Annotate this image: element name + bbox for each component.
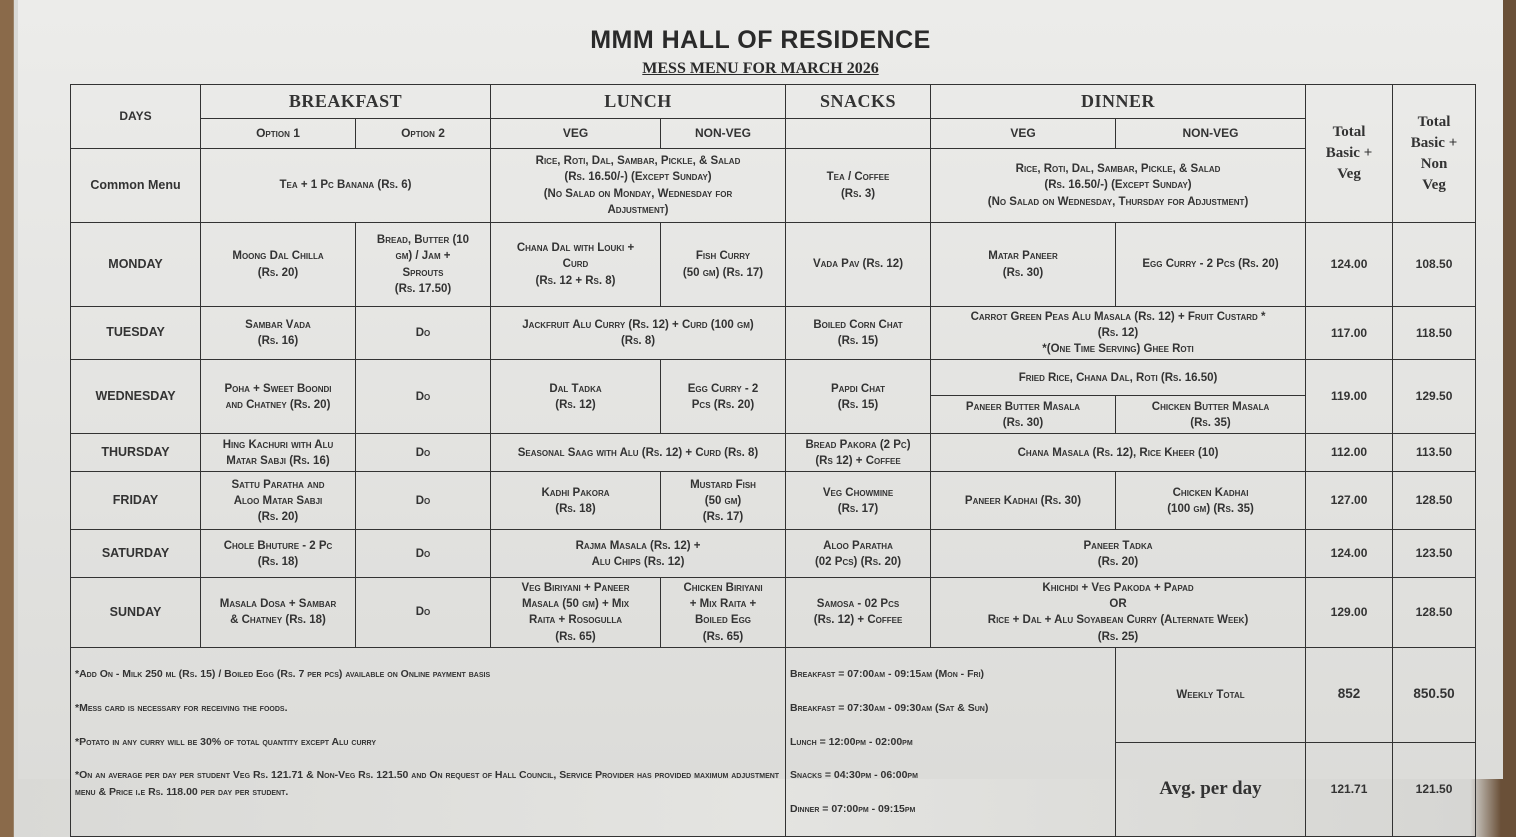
common-lunch: Rice, Roti, Dal, Sambar, Pickle, & Salad (Rs. 16.50/-) (Except Sunday) (No Salad on Monday, Wednesday for Adjustment) <box>491 149 786 223</box>
notes <box>71 647 786 837</box>
note: *Potato in any curry will be 30% of total quantity except Alu curry <box>75 735 377 748</box>
header-dinner-veg: VEG <box>931 119 1116 149</box>
snacks: Bread Pakora (2 Pc) (Rs 12) + Coffee <box>786 434 931 472</box>
breakfast-option1: Moong Dal Chilla (Rs. 20) <box>201 223 356 307</box>
header-total-nonveg: Total Basic + Non Veg <box>1393 85 1476 223</box>
hall-title: MMM HALL OF RESIDENCE <box>590 26 931 54</box>
dinner: Carrot Green Peas Alu Masala (Rs. 12) + Fruit Custard * (Rs. 12) *(One Time Serving) Ghee Roti <box>931 307 1306 360</box>
weekly-total-nonveg: 850.50 <box>1393 647 1476 742</box>
day-name: SUNDAY <box>71 578 201 647</box>
lunch-veg: Veg Biriyani + Paneer Masala (50 gm) + Mix Raita + Rosogulla (Rs. 65) <box>491 578 661 647</box>
lunch: Seasonal Saag with Alu (Rs. 12) + Curd (Rs. 8) <box>491 434 786 472</box>
note: *On an average per day per student Veg Rs. 121.71 & Non-Veg Rs. 121.50 and On request of Hall Council, Service Provider has provided maximum adjustment menu & Price i.e Rs. 118.00 per day per student. <box>75 769 780 799</box>
total-nonveg: 118.50 <box>1393 307 1476 360</box>
total-nonveg: 129.50 <box>1393 360 1476 434</box>
header-breakfast: BREAKFAST <box>201 85 491 119</box>
day-name: FRIDAY <box>71 472 201 530</box>
lunch-veg: Dal Tadka (Rs. 12) <box>491 360 661 434</box>
dinner-nonveg: Chicken Kadhai (100 gm) (Rs. 35) <box>1116 472 1306 530</box>
header-days: DAYS <box>71 85 201 149</box>
total-nonveg: 113.50 <box>1393 434 1476 472</box>
dinner-nonveg: Chicken Butter Masala (Rs. 35) <box>1116 396 1306 434</box>
common-dinner: Rice, Roti, Dal, Sambar, Pickle, & Salad (Rs. 16.50/-) (Except Sunday) (No Salad on Wednesday, Thursday for Adjustment) <box>931 149 1306 223</box>
header-dinner: DINNER <box>931 85 1306 119</box>
dinner-veg: Matar Paneer (Rs. 30) <box>931 223 1116 307</box>
header-total-veg: Total Basic + Veg <box>1306 85 1393 223</box>
breakfast-option2: Do <box>356 360 491 434</box>
header-snacks: SNACKS <box>786 85 931 119</box>
timing: Dinner = 07:00pm - 09:15pm <box>790 802 916 815</box>
mess-menu-table <box>70 84 1476 837</box>
weekly-total-label: Weekly Total <box>1116 647 1306 742</box>
dinner: Paneer Tadka (Rs. 20) <box>931 530 1306 578</box>
lunch-nonveg: Chicken Biriyani + Mix Raita + Boiled Egg (Rs. 65) <box>661 578 786 647</box>
timing: Breakfast = 07:00am - 09:15am (Mon - Fri) <box>790 668 985 681</box>
breakfast-option1: Sambar Vada (Rs. 16) <box>201 307 356 360</box>
breakfast-option2: Do <box>356 530 491 578</box>
menu-subtitle: MESS MENU FOR MARCH 2026 <box>642 60 879 77</box>
total-nonveg: 123.50 <box>1393 530 1476 578</box>
snacks: Veg Chowmine (Rs. 17) <box>786 472 931 530</box>
table-row-saturday <box>71 530 1476 578</box>
breakfast-option2: Do <box>356 434 491 472</box>
table-row-thursday <box>71 434 1476 472</box>
breakfast-option1: Masala Dosa + Sambar & Chatney (Rs. 18) <box>201 578 356 647</box>
header-lunch: LUNCH <box>491 85 786 119</box>
table-row-tuesday <box>71 307 1476 360</box>
lunch: Rajma Masala (Rs. 12) + Alu Chips (Rs. 12) <box>491 530 786 578</box>
day-name: TUESDAY <box>71 307 201 360</box>
breakfast-option2: Do <box>356 578 491 647</box>
total-veg: 129.00 <box>1306 578 1393 647</box>
avg-per-day-label: Avg. per day <box>1116 742 1306 837</box>
snacks: Vada Pav (Rs. 12) <box>786 223 931 307</box>
lunch-nonveg: Fish Curry (50 gm) (Rs. 17) <box>661 223 786 307</box>
total-nonveg: 108.50 <box>1393 223 1476 307</box>
menu-sheet <box>18 0 1503 815</box>
lunch: Jackfruit Alu Curry (Rs. 12) + Curd (100 gm) (Rs. 8) <box>491 307 786 360</box>
breakfast-option1: Chole Bhuture - 2 Pc (Rs. 18) <box>201 530 356 578</box>
day-name: THURSDAY <box>71 434 201 472</box>
breakfast-option2: Do <box>356 307 491 360</box>
breakfast-option2: Do <box>356 472 491 530</box>
day-name: SATURDAY <box>71 530 201 578</box>
table-row-wednesday <box>71 360 1476 396</box>
avg-per-day-nonveg: 121.50 <box>1393 742 1476 837</box>
header-option2: Option 2 <box>356 119 491 149</box>
breakfast-option1: Sattu Paratha and Aloo Matar Sabji (Rs. 20) <box>201 472 356 530</box>
table-row-sunday <box>71 578 1476 647</box>
snacks: Samosa - 02 Pcs (Rs. 12) + Coffee <box>786 578 931 647</box>
weekly-total-veg: 852 <box>1306 647 1393 742</box>
note: *Add On - Milk 250 ml (Rs. 15) / Boiled Egg (Rs. 7 per pcs) available on Online payment basis <box>75 668 491 681</box>
header-dinner-nonveg: NON-VEG <box>1116 119 1306 149</box>
lunch-veg: Kadhi Pakora (Rs. 18) <box>491 472 661 530</box>
snacks: Papdi Chat (Rs. 15) <box>786 360 931 434</box>
table-row-monday <box>71 223 1476 307</box>
breakfast-option1: Poha + Sweet Boondi and Chatney (Rs. 20) <box>201 360 356 434</box>
total-veg: 119.00 <box>1306 360 1393 434</box>
total-nonveg: 128.50 <box>1393 578 1476 647</box>
timing: Snacks = 04:30pm - 06:00pm <box>790 769 918 782</box>
dinner-common: Fried Rice, Chana Dal, Roti (Rs. 16.50) <box>931 360 1306 396</box>
lunch-veg: Chana Dal with Louki + Curd (Rs. 12 + Rs. 8) <box>491 223 661 307</box>
total-nonveg: 128.50 <box>1393 472 1476 530</box>
row-label: Common Menu <box>71 149 201 223</box>
footer-row-weekly <box>71 647 1476 742</box>
table-row-friday <box>71 472 1476 530</box>
total-veg: 127.00 <box>1306 472 1393 530</box>
header-lunch-veg: VEG <box>491 119 661 149</box>
meal-timings <box>786 647 1116 837</box>
breakfast-option1: Hing Kachuri with Alu Matar Sabji (Rs. 16) <box>201 434 356 472</box>
dinner: Khichdi + Veg Pakoda + Papad OR Rice + Dal + Alu Soyabean Curry (Alternate Week) (Rs. 25) <box>931 578 1306 647</box>
common-breakfast: Tea + 1 Pc Banana (Rs. 6) <box>201 149 491 223</box>
snacks: Aloo Paratha (02 Pcs) (Rs. 20) <box>786 530 931 578</box>
total-veg: 124.00 <box>1306 223 1393 307</box>
snacks: Boiled Corn Chat (Rs. 15) <box>786 307 931 360</box>
day-name: MONDAY <box>71 223 201 307</box>
breakfast-option2: Bread, Butter (10 gm) / Jam + Sprouts (Rs. 17.50) <box>356 223 491 307</box>
common-menu-row <box>71 149 1476 223</box>
lunch-nonveg: Mustard Fish (50 gm) (Rs. 17) <box>661 472 786 530</box>
dinner-veg: Paneer Kadhai (Rs. 30) <box>931 472 1116 530</box>
header-option1: Option 1 <box>201 119 356 149</box>
total-veg: 112.00 <box>1306 434 1393 472</box>
day-name: WEDNESDAY <box>71 360 201 434</box>
dinner-nonveg: Egg Curry - 2 Pcs (Rs. 20) <box>1116 223 1306 307</box>
timing: Lunch = 12:00pm - 02:00pm <box>790 735 913 748</box>
dinner-veg: Paneer Butter Masala (Rs. 30) <box>931 396 1116 434</box>
header-snacks-blank <box>786 119 931 149</box>
total-veg: 117.00 <box>1306 307 1393 360</box>
dinner: Chana Masala (Rs. 12), Rice Kheer (10) <box>931 434 1306 472</box>
timing: Breakfast = 07:30am - 09:30am (Sat & Sun) <box>790 702 989 715</box>
note: *Mess card is necessary for receiving the foods. <box>75 702 288 715</box>
header-lunch-nonveg: NON-VEG <box>661 119 786 149</box>
common-snacks: Tea / Coffee (Rs. 3) <box>786 149 931 223</box>
lunch-nonveg: Egg Curry - 2 Pcs (Rs. 20) <box>661 360 786 434</box>
total-veg: 124.00 <box>1306 530 1393 578</box>
avg-per-day-veg: 121.71 <box>1306 742 1393 837</box>
